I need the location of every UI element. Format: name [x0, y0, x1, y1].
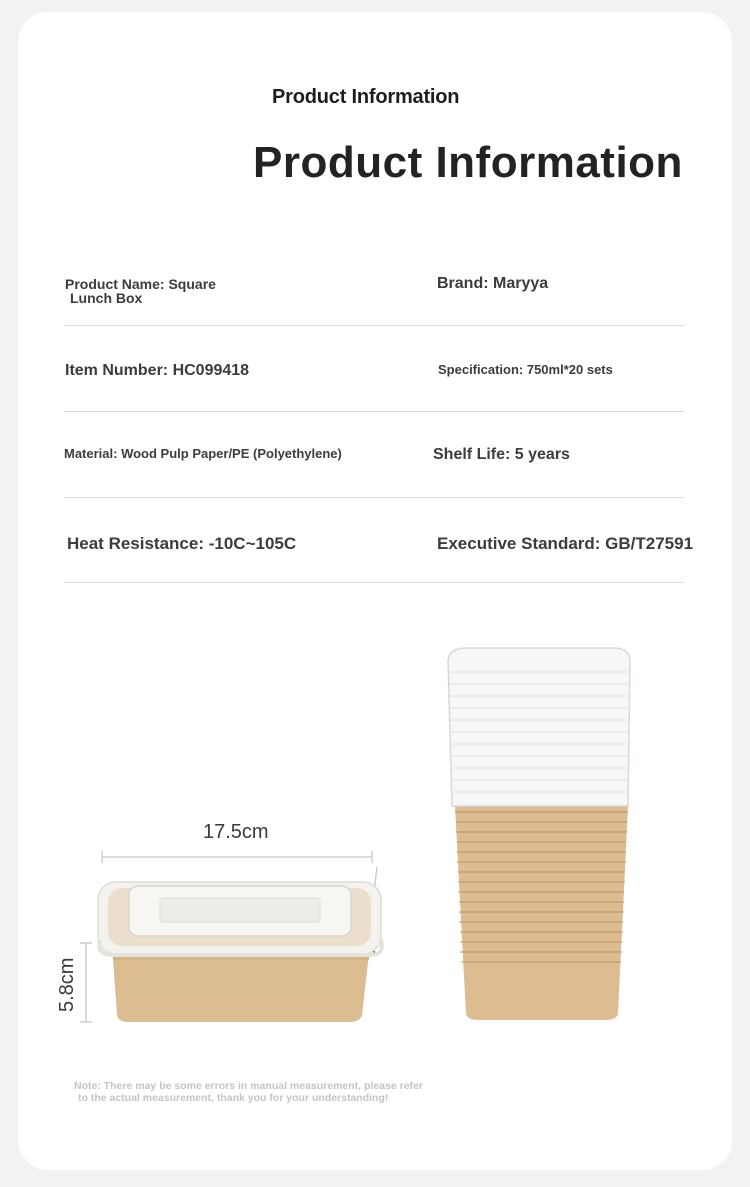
spec-specification: Specification: 750ml*20 sets	[438, 362, 613, 377]
spec-shelf-life: Shelf Life: 5 years	[433, 446, 570, 463]
single-lunch-box	[98, 882, 382, 1022]
spec-executive-standard: Executive Standard: GB/T27591	[437, 534, 694, 553]
spec-product-name-line2: Lunch Box	[70, 290, 143, 306]
stacked-lunch-boxes	[448, 648, 630, 1020]
dimension-height-label: 5.8cm	[56, 957, 78, 1012]
dimension-length-label: 17.5cm	[203, 821, 269, 843]
note-line-2: to the actual measurement, thank you for your understanding!	[78, 1092, 389, 1104]
spec-brand: Brand: Maryya	[437, 275, 549, 292]
measurement-note	[74, 1080, 514, 1104]
page-title: Product Information	[253, 138, 683, 187]
spec-heat-resistance: Heat Resistance: -10C~105C	[67, 534, 297, 553]
spec-material: Material: Wood Pulp Paper/PE (Polyethylene)	[64, 446, 342, 461]
spec-product-name-line1: Product Name: Square	[65, 276, 216, 292]
section-label: Product Information	[272, 86, 460, 108]
spec-item-number: Item Number: HC099418	[65, 362, 250, 379]
note-line-1: Note: There may be some errors in manual measurement, please refer	[74, 1080, 423, 1092]
